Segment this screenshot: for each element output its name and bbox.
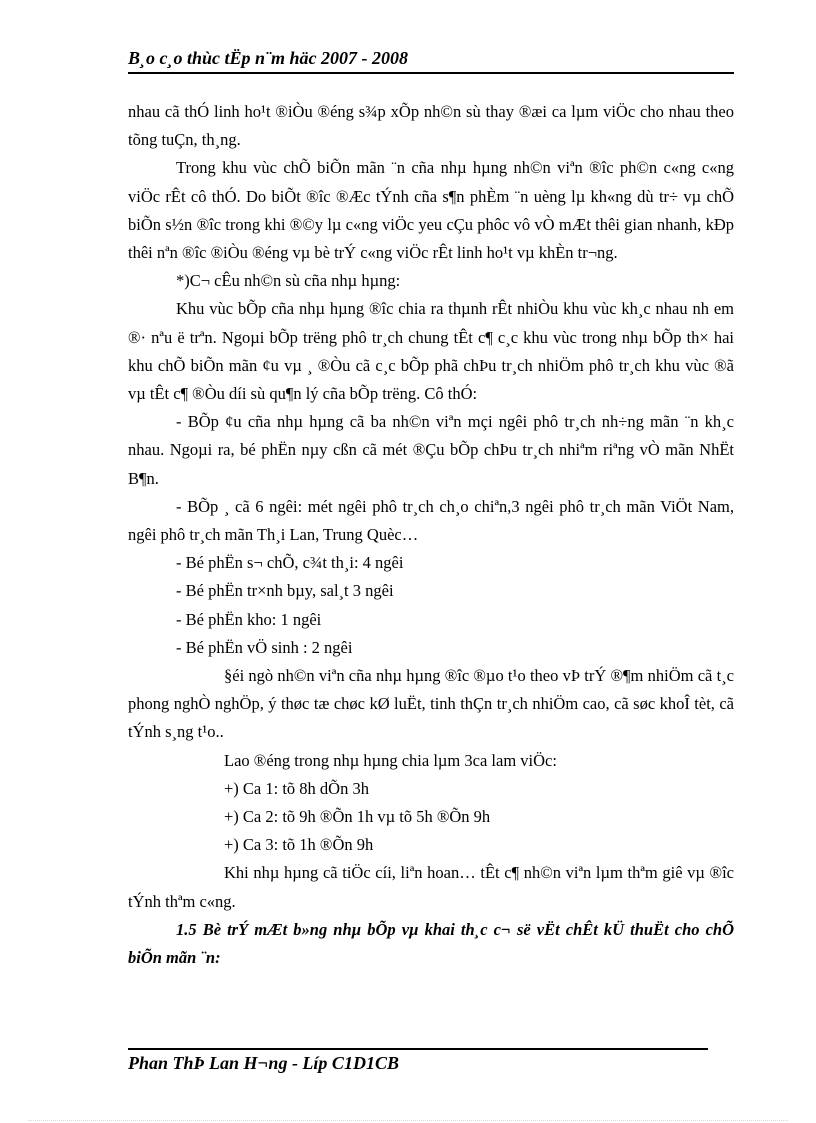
page-footer-author: Phan ThÞ Lan H¬ng - Líp C1D1CB xyxy=(128,1053,399,1073)
page-bottom-border xyxy=(28,1120,788,1121)
paragraph-continuation: nhau cã thÓ linh ho¹t ®iÒu ®éng s¾p xÕp nh©n sù thay ®æi ca lµm viÖc cho nhau theo tõng tuÇn, th¸ng. xyxy=(128,102,734,150)
paragraph-asian-kitchen: - BÕp ¸ cã 6 ngêi: mét ngêi phô tr¸ch ch¸o chiªn,3 ngêi phô tr¸ch mãn ViÖt Nam, ngêi phô tr¸ch mãn Th¸i Lan, Trung Quèc… xyxy=(128,496,734,545)
list-item: - Bé phËn kho: 1 ngêi xyxy=(176,609,322,629)
paragraph-shifts-intro: Lao ®éng trong nhµ hµng chia lµm 3ca lam viÖc: xyxy=(224,750,557,770)
list-item: - Bé phËn tr×nh bµy, sal¸t 3 ngêi xyxy=(176,581,394,601)
paragraph-overtime: Khi nhµ hµng cã tiÖc cíi, liªn hoan… tÊt c¶ nh©n viªn lµm thªm giê vµ ®îc tÝnh thªm c«ng. xyxy=(128,863,734,911)
paragraph-european-kitchen: - BÕp ¢u cña nhµ hµng cã ba nh©n viªn mçi ngêi phô tr¸ch nh÷ng mãn ¨n kh¸c nhau. Ngoµi ra, bé phËn nµy cßn cã mét ®Çu bÕp chÞu tr¸ch nhiªm riªng vÒ mãn NhËt B¶n. xyxy=(128,412,734,488)
footer-divider xyxy=(128,1048,708,1050)
page-header-title: B¸o c¸o thùc tËp n¨m häc 2007 - 2008 xyxy=(128,48,409,68)
paragraph-staff-training: §éi ngò nh©n viªn cña nhµ hµng ®îc ®µo t¹o theo vÞ trÝ ®¶m nhiÖm cã t¸c phong nghÒ nghÖp, ý thøc tæ chøc kØ luËt, tinh thÇn tr¸ch nhiÖm cao, cã søc khoÎ tèt, cã tÝnh s¸ng t¹o.. xyxy=(128,666,734,742)
document-body xyxy=(128,98,734,972)
paragraph-kitchen-areas: Khu vùc bÕp cña nhµ hµng ®îc chia ra thµnh rÊt nhiÒu khu vùc kh¸c nhau nh em ®· nªu ë trªn. Ngoµi bÕp trëng phô tr¸ch chung tÊt c¶ c¸c khu vùc trong nhµ bÕp th× hai khu chÕ biÕn mãn ¢u vµ ¸ ®Òu cã c¸c bÕp phã chÞu tr¸ch nhiÖm phô tr¸ch khu vùc ®ã vµ tÊt c¶ ®Òu díi sù qu¶n lý cña bÕp trëng. Cô thÓ: xyxy=(128,299,734,404)
header-divider xyxy=(128,72,734,74)
paragraph-kitchen-assignment: Trong khu vùc chÕ biÕn mãn ¨n cña nhµ hµng nh©n viªn ®îc ph©n c«ng c«ng viÖc rÊt cô thÓ. Do biÕt ®îc ®Æc tÝnh cña s¶n phÈm ¨n uèng lµ kh«ng dù tr÷ vµ chÕ biÕn s½n ®îc trong khi ®©y lµ c«ng viÖc yeu cÇu phôc vô vÒ mÆt thêi gian nhanh, kÐp thêi nªn ®îc ®iÒu ®éng vµ bè trÝ c«ng viÖc rÊt linh ho¹t vµ khÈn tr¬ng. xyxy=(128,158,734,263)
list-item: +) Ca 3: tõ 1h ®Õn 9h xyxy=(224,835,374,855)
list-item: +) Ca 1: tõ 8h dÕn 3h xyxy=(224,778,369,798)
paragraph-staff-structure-heading: *)C¬ cÊu nh©n sù cña nhµ hµng: xyxy=(176,271,401,291)
section-heading: 1.5 Bè trÝ mÆt b»ng nhµ bÕp vµ khai th¸c c¬ së vËt chÊt kÜ thuËt cho chÕ biÕn mãn ¨n: xyxy=(128,919,734,968)
list-item: - Bé phËn vÖ sinh : 2 ngêi xyxy=(176,637,353,657)
list-item: - Bé phËn s¬ chÕ, c¾t th¸i: 4 ngêi xyxy=(176,553,404,573)
list-item: +) Ca 2: tõ 9h ®Õn 1h vµ tõ 5h ®Õn 9h xyxy=(224,807,491,827)
